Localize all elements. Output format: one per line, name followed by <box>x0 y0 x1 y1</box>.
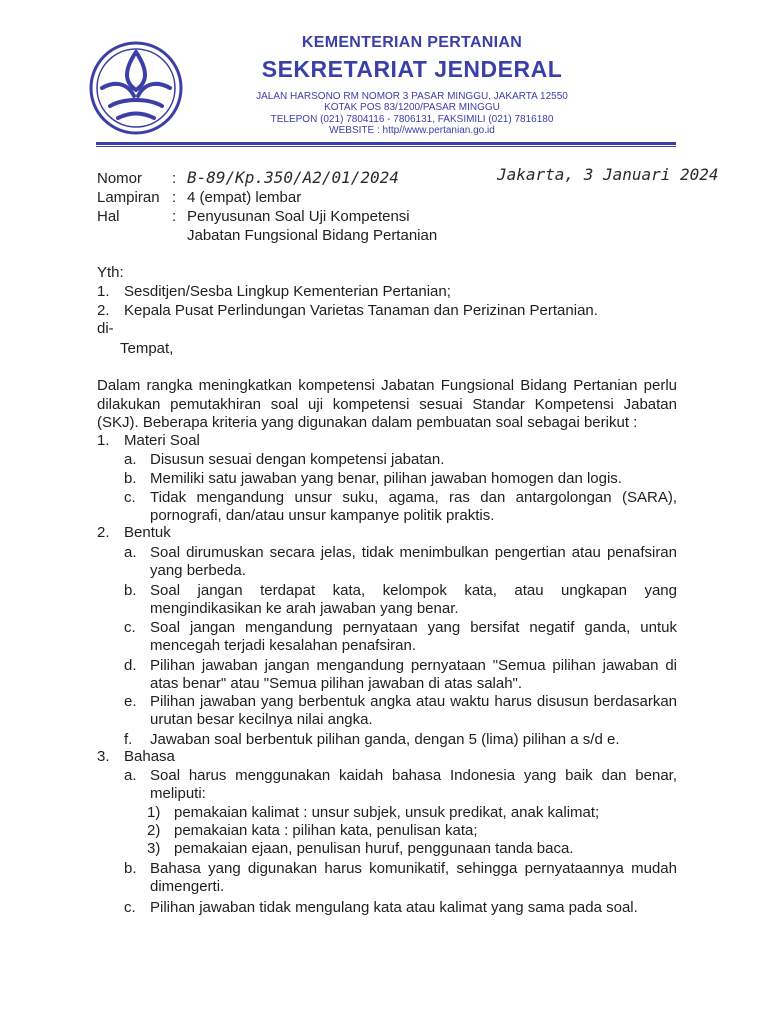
lampiran-value: 4 (empat) lembar <box>187 189 302 206</box>
recipient-yth: Yth: <box>97 264 124 281</box>
hal-label: Hal <box>97 208 120 225</box>
item-letter: f. <box>124 731 133 748</box>
item-text: Soal harus menggunakan kaidah bahasa Indonesia yang baik dan benar, <box>150 767 677 784</box>
section-title: Bahasa <box>124 748 175 765</box>
item-letter: a. <box>124 451 137 468</box>
item-text: Pilihan jawaban tidak mengulang kata atau kalimat yang sama pada soal. <box>150 899 638 916</box>
item-text: meliputi: <box>150 785 206 802</box>
item-letter: b. <box>124 582 137 599</box>
section-number: 3. <box>97 748 110 765</box>
subitem-text: pemakaian kata : pilihan kata, penulisan kata; <box>174 822 478 839</box>
intro-line: Dalam rangka meningkatkan kompetensi Jabatan Fungsional Bidang Pertanian perlu <box>97 377 677 394</box>
letterhead-address-line: KOTAK POS 83/1200/PASAR MINGGU <box>324 102 500 113</box>
item-text: mencegah terjadi kesalahan penafsiran. <box>150 637 417 654</box>
recipient-item: Kepala Pusat Perlindungan Varietas Tanaman dan Perizinan Pertanian. <box>124 302 598 319</box>
section-number: 1. <box>97 432 110 449</box>
hal-value: Jabatan Fungsional Bidang Pertanian <box>187 227 438 244</box>
nomor-label: Nomor <box>97 170 143 187</box>
item-letter: c. <box>124 489 136 506</box>
item-text: atas benar" atau "Semua pilihan jawaban di atas salah". <box>150 675 523 692</box>
subitem-number: 1) <box>147 804 161 821</box>
intro-line: dilakukan pemutakhiran soal uji kompetensi sesuai Standar Kompetensi Jabatan <box>97 396 677 413</box>
item-text: Disusun sesuai dengan kompetensi jabatan. <box>150 451 445 468</box>
item-text: Soal dirumuskan secara jelas, tidak menimbulkan pengertian atau penafsiran <box>150 544 677 561</box>
item-letter: c. <box>124 899 136 916</box>
subitem-text: pemakaian ejaan, penulisan huruf, penggunaan tanda baca. <box>174 840 574 857</box>
section-number: 2. <box>97 524 110 541</box>
section-title: Bentuk <box>124 524 171 541</box>
item-text: Soal jangan mengandung pernyataan yang bersifat negatif ganda, untuk <box>150 619 677 636</box>
ministry-emblem-icon <box>88 40 184 136</box>
recipient-di: di- <box>97 320 114 337</box>
letterhead-address-line: WEBSITE : http//www.pertanian.go.id <box>329 125 495 136</box>
letterhead-address-line: TELEPON (021) 7804116 - 7806131, FAKSIMILI (021) 7816180 <box>270 114 554 125</box>
item-letter: b. <box>124 860 137 877</box>
letterhead-divider <box>96 142 676 145</box>
letterhead-divider <box>96 146 676 147</box>
recipient-tempat: Tempat, <box>120 340 174 357</box>
colon: : <box>172 208 177 225</box>
item-text: urutan besar kecilnya nilai angka. <box>150 711 373 728</box>
colon: : <box>172 189 177 206</box>
item-text: yang berbeda. <box>150 562 246 579</box>
item-text: dimengerti. <box>150 878 225 895</box>
item-letter: c. <box>124 619 136 636</box>
letterhead-address-line: JALAN HARSONO RM NOMOR 3 PASAR MINGGU, JAKARTA 12550 <box>256 91 568 102</box>
section-title: Materi Soal <box>124 432 200 449</box>
item-letter: e. <box>124 693 137 710</box>
subitem-number: 2) <box>147 822 161 839</box>
subitem-text: pemakaian kalimat : unsur subjek, unsuk predikat, anak kalimat; <box>174 804 600 821</box>
lampiran-label: Lampiran <box>97 189 160 206</box>
item-text: Tidak mengandung unsur suku, agama, ras dan antargolongan (SARA), <box>150 489 677 506</box>
colon: : <box>172 170 177 187</box>
letterhead-unit: SEKRETARIAT JENDERAL <box>261 56 563 82</box>
subitem-number: 3) <box>147 840 161 857</box>
item-text: Soal jangan terdapat kata, kelompok kata, atau ungkapan yang <box>150 582 677 599</box>
letter-date: Jakarta, 3 Januari 2024 <box>497 165 719 184</box>
item-letter: a. <box>124 767 137 784</box>
item-letter: d. <box>124 657 137 674</box>
recipient-num: 1. <box>97 283 110 300</box>
recipient-item: Sesditjen/Sesba Lingkup Kementerian Pertanian; <box>124 283 451 300</box>
item-text: Pilihan jawaban yang berbentuk angka atau waktu harus disusun berdasarkan <box>150 693 677 710</box>
intro-line: (SKJ). Beberapa kriteria yang digunakan dalam pembuatan soal sebagai berikut : <box>97 414 638 431</box>
item-text: pornografi, dan/atau unsur kampanye politik praktis. <box>150 507 495 524</box>
item-letter: a. <box>124 544 137 561</box>
item-text: Bahasa yang digunakan harus komunikatif, sehingga pernyataannya mudah <box>150 860 677 877</box>
letterhead-ministry: KEMENTERIAN PERTANIAN <box>301 34 523 51</box>
hal-value: Penyusunan Soal Uji Kompetensi <box>187 208 410 225</box>
item-text: Memiliki satu jawaban yang benar, pilihan jawaban homogen dan logis. <box>150 470 622 487</box>
item-text: mengindikasikan ke arah jawaban yang benar. <box>150 600 459 617</box>
recipient-num: 2. <box>97 302 110 319</box>
item-letter: b. <box>124 470 137 487</box>
item-text: Jawaban soal berbentuk pilihan ganda, dengan 5 (lima) pilihan a s/d e. <box>150 731 620 748</box>
item-text: Pilihan jawaban jangan mengandung pernyataan "Semua pilihan jawaban di <box>150 657 677 674</box>
nomor-value: B-89/Kp.350/A2/01/2024 <box>187 168 399 187</box>
